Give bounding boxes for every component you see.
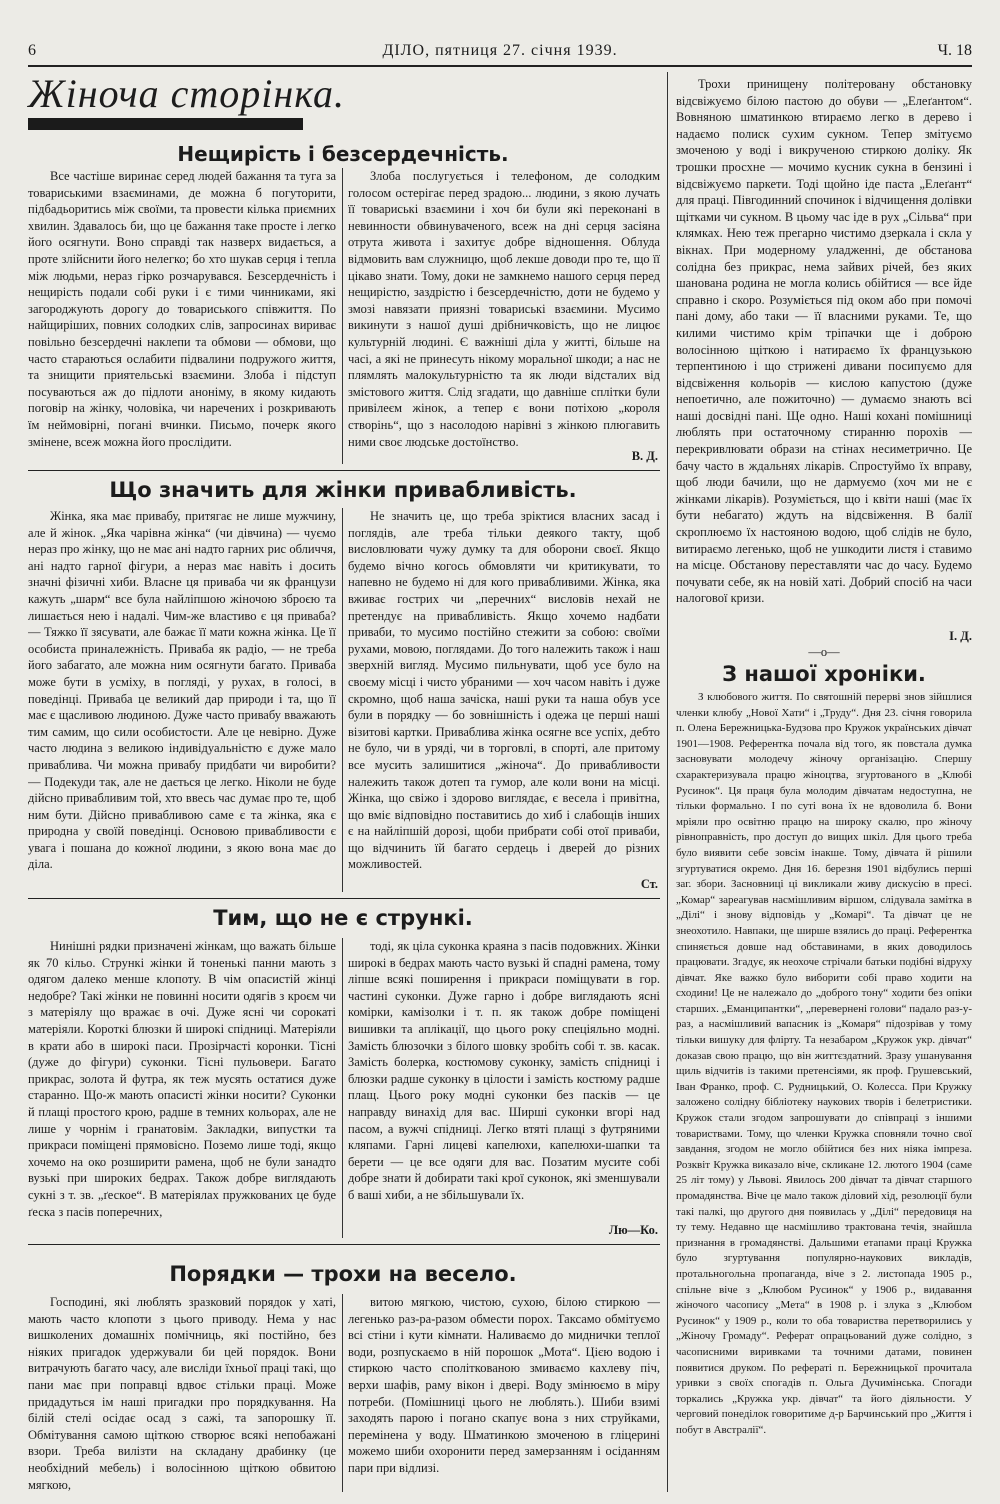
article4-title: Порядки — трохи на весело. [169, 1262, 517, 1286]
section-title: Жіноча сторінка. [28, 71, 345, 116]
article4-col2-text: витою мягкою, чистою, сухою, білою стиркою — легенько раз-ра-разом обмести порох. Таксамо обмітуємо всі стіни і кути кімнати. Наливаємо до миднички теплої води, розпускаємо в ній порошок „Мота“. Цією водою і стиркою часто споліткованою змиваємо кахлеву піч, верхи шафів, раму вікон і двері. Воду змінюємо в міру потреби. (Помішниці цього не люблять.). Шиби взимі заходять парою і погано скапує вона з них струйками, перемінена у воду. Шматинкою змоченою в гліцерині можемо шиби охоронити перед замерзанням і осіданням пари при відлизі. [348, 1295, 660, 1475]
article2-title: Що значить для жінки привабливість. [109, 478, 577, 502]
header-rule [28, 65, 972, 67]
article4-signature: І. Д. [949, 629, 972, 643]
article4-col1-text: Господині, які люблять зразковий порядок у хаті, мають часто клопоти з цього приводу. Нема у нас вишколених домашніх помічниць, які постійно, без ніяких пригадок удержували би цей порядок. Вони витрачують багато часу, але висліди їхньої праці такі, що пани має при поправці вдвоє стільки праці. Може придадуться ім наші пригадки про порядкування. На білій стелі осідає осад з сажі, та запорошку її. Обмітування самою щіткою створює всякі непобажані взори. Треба вилізти на складану драбинку (це необхідний мебель) і волосінною щіткою обвитою мягкою, [28, 1295, 336, 1492]
article3-col1-text: Нинішні рядки призначені жінкам, що важать більше як 70 кільо. Стрункі жінки й тоненькі панни мають з одягом далеко менше клопоту. В чім опасистій жінці недобре? Такі жінки не повинні носити одягів з кроєм чи з матеріялу що вражає в очі. Дуже ясні чи сорокаті матеріяли. Короткі блюзки й широкі спідниці. Матеріяли в крати або в широкі паси. Прозірчасті коронки. Тісні (дуже до фігури) суконки. Тісні пульовери. Багато прикрас, золота й футра, як теж мусять остатися дуже старанно. Що-ж мають опасисті жінки носити? Суконки й плащі простого крою, радше в темних кольорах, але не лише у чорнім і гранатовім. Закладки, випустки та прикраси поміщені прямовісно. Поземо лише тоді, якщо хочемо на око розширити рамена, щоб не були занадто вузькі при широких бедрах. Також добре виглядають сукні з т. зв. „ґеское“. В матеріялах пружкованих це буде ґеска з пасів поперечних, [28, 939, 336, 1219]
article2-divider [342, 508, 343, 892]
article3-col2 [348, 938, 660, 1220]
article2-rule [28, 898, 660, 899]
article1-title: Нещирість і безсердечність. [177, 142, 509, 166]
section-title-bar [28, 118, 303, 130]
article3-col2-text: тоді, як ціла суконка краяна з пасів подовжних. Жінки широкі в бедрах мають часто вузькі й спадні рамена, тому ліпше всякі поширення і прикраси поміщувати в гор. частині суконки. Дуже гарно і добре виглядають ясні комірки, камізолки і т. п. як також добре поміщені вишивки та аплікації, що цього року спеціяльно модні. Замість блюзочки з білого шовку зробіть собі т. зв. касак. Замість болерка, костюмову суконку, замість спідниці і блюзки радше суконку в цілости і замість костюму радше плащ. Цього року модні суконки без пасків — це направду винахід для вас. Ширші суконки вгорі над пасом, а вужчі спідниці. Легко втяті плащі з футряними кляпами. Гарні лицеві капелюхи, капелюхи-шапки та берети — це все одяги для вас. Позатим мусите собі добре знати й добирати такі крої суконок, які зменшували б ваші хиби, а не збільшували їх. [348, 939, 660, 1202]
article3-title: Тим, що не є стрункі. [213, 906, 473, 930]
article2-col2-text: Не значить це, що треба зріктися власних засад і поглядів, але треба тільки деякого такту, щоб висловлювати чужу думку та для оборони своєї. Якщо будемо вічно когось обмовляти чи критикувати, то напевно не будемо ні для кого привабливими. Жінка, яка вживає гострих чи „перечних“ висловів нехай не претендує на привабливість. Якщо хочемо надбати приваби, то мусимо постійно стежити за собою: своїми рухами, мовою, поглядами. До того належить також і наш зверхній вигляд. Мусимо пильнувати, щоб усе було на своєму місці і чисто убраними — хоч часом навіть і дуже скромно, щоб наша зачіска, наші руки та наша обув усе були в порядку — бо зовнішність і одежа це перші наші візитові картки. Приваблива жінка осягне все успіх, дебто не було, чи в уряді, чи в торговлі, в спорті, але притому все мусить залишитися „жіноча“. До привабливости належить також дотеп та гумор, але коли вони на місці. Жінка, що свіжо і здорово виглядає, є весела і привітна, що вміє відповідно поставитись до хиб і слабощів інших є на найліпшій дорозі, щоби прибрати собі отої приваби, що відчинить їй багато сердець і дверей до різних можливостей. [348, 509, 660, 872]
article2-col1 [28, 508, 336, 892]
article4-col3-text: Трохи принищену політеровану обстановку відсвіжуємо білою пастою до обуви — „Елеґантом“. Вовняною шматинкою втираємо легко в дерево і надаємо полиск сухим сукном. Тепер змітуємо змоченою у воді і викрученою стиркою доліку. Як трошки просхне — мочимо кусник сукна в бензині і відсвіжуємо паркети. Тоді щойно іде паста „Елеґант“ для праці. Півгодинний спочинок і відчищення долівки щітками чи сукном. В цьому час іде в рух „Сільва“ при клямках. Нею теж прегарно чистимо дзеркала і скла у вікнах. При модерному уладженні, де обстанова солідна без прикрас, нема зайвих річей, без яких шанована родина не могла колись обійтися — все йде справно і скоро. Розуміється під оком або при помочі пані дому, або таки — її власними руками. Те, що килими чистимо крім тріпачки ще і доброю волосінною щіткою і натираємо їх французькою терпентиною і що стрижені дивани посипуємо для відсвіження кольорів — кислою капустою (дуже непоетично, але пожиточно) — думаємо знають всі наші досвідні пані. Ще одно. Наші кохані помішниці люблять при остаточному стиранню порохів — перекривлювати образи на стінах несиметрично. Це бачу часто в ждальнях лікарів. Спростуймо їх вправу, щоб люди бачили, що не дармуємо (хоч ми не є жінками лікарів). Розуміється, що і квіти наші (має їх бути небагато) ждуть на відсвіження. В балії скроплюємо їх настояною водою, щоб слідів не було, витираємо легенько, щоб не ушкодити листя і ставимо на місце. Обстанову переставляти час до часу. Будемо почувати себе, як на новій хаті. Добрий спосіб на часи налогової кризи. [676, 77, 972, 606]
separator-mark: —o— [808, 645, 840, 659]
page-header [28, 42, 972, 64]
article1-col2-text: Злоба послугується і телефоном, де солодким голосом остерігає перед зрадою... людини, з якою лучать її товариські взаємини і хоч би були які переконані в невинности обвинуваченого, всеж на дні серця засіяна отрута живота і захитує добре відношення. Облуда відмовить вам служницю, щоб лекше доводи про те, що її цікаво знати. Тому, доки не замкнемо нашого серця перед нещирістю, заздрістю і безсердечністю, доти не будемо у змозі навязати приязні товариські взаємини. Мусимо викинути з нашої душі дрібничковість, що не лицює культурній людині. Є важніші діла у житті, більше на часі, а які не принесуть нікому моральної шкоди; а нас не плямлять малокультурністю та як люди відсталих від змістового життя. Слід згадати, що давніше сплітки були привілеєм жінок, а тепер є вони потіхою „короля створінь“, що з насолодою нарівні з жінкою плюгавить ними своє людське достоїнство. [348, 169, 660, 448]
article1-col2 [348, 168, 660, 448]
page-number: 6 [28, 42, 36, 59]
masthead: ДІЛО, пятниця 27. січня 1939. [382, 42, 618, 59]
article3-rule [28, 1244, 660, 1245]
article4-divider [342, 1294, 343, 1492]
article4-col1 [28, 1294, 336, 1492]
article4-col2 [348, 1294, 660, 1492]
column-divider [667, 72, 668, 1492]
article4-col3 [676, 76, 972, 642]
article3-signature: Лю—Ко. [608, 1223, 658, 1237]
article5-text: З клюбового життя. По святошній перерві знов зійшлися членки клюбу „Нової Хати“ і „Труду“. Дня 23. січня говорила п. Олена Бережницька-Будзова про Кружок українських дівчат 1901—1908. Референтка почала від того, як повстала думка засновувати молодечу жіночу організацію. Спершу схарактеризувала працю жіноцтва, згуртованого в „Клюбі Русинок“. Ця праця була молодим дівчатам недоступна, не тільки формально. І по суті вона їх не вдоволила б. Вони мріяли про освітню працю на широку скалю, про жіночу рівноправність, про доступ до вищих шкіл. Для цього треба було виявити себе зовсім інакше. Тому, дівчата й рішили згуртуватися окремо. Дня 16. березня 1901 відбулись перші заг. збори. Засновниці ці викликали живу дискусію в пресі. „Комар“ зареагував насмішливим віршом, слідувала замітка в „Ділі“ і знову відповідь у „Комарі“. Та дівчат це не знеохотило. Навпаки, ще ширше взялись до праці. Референтка спиняється довше над обставинами, в яких доводилось працювати. Згадує, як неохоче стрічали батьки подібні відруху дівчат. Яке важко було виборити собі право ходити на сходини! Це не належало до „доброго тону“ ходити без опіки старших. „Еманципантки“, „перевернені голови“ падало раз-у-раз, а насмішливий вапасник із „Комаря“ підозрівав у тому тільки вишуку для флірту. Та незабаром „Кружок укр. дівчат“ доказав свою працю, що він життєздатний. Зразу ушанування щиль відчитів із такими претенсіями, як проф. Грушевський, Іван Франко, проф. С. Рудницький, О. Колесса. При Кружку заложено солідну бібліотеку наукових творів і белетристики. Кружок стали згодом запрошувати до співпраці з іншими товариствами. Тому, що членки Кружка сповняли точно свої завдання, згодом не могло обійтися без них ніяка імпреза. Розквіт Кружка виказало віче, скликане 12. лютого 1904 (саме 25 літ тому) у Львові. Явилось 200 дівчат та дівчат старшого промадянства. Віче це мало також діловий хід, резолюції були такі палкі, що другого дня появилась у „Ділі“ передовиця на ту тему. Недавно ще насмішливо трактована течія, знайшла признання в громадянстві. Дальшими етапами праці Кружка було згуртування популярно-наукових викладів, протальногольна пропаганда, віче з 2. листопада 1905 р., спільне віче з „Клюбом Русинок“ у 1906 р., видавання жіночого часопису „Мета“ в 1908 р. і злука з „Клюбом Русинок“ у 1909 р., коли то оба товариства перетворились у „Жіночу Громаду“. Реферат опрацьований дуже солідно, з часописними виривками та точними датами, повинен появитися друком. По рефераті п. Бережницької прочитала уривки з своїх спогадів п. Ольга Дучимінська. Спогади торкались „Кружка укр. дівчат“ та його діяльности. У черговий понеділок говоритиме д-р Барчинський про „Життя і побут в Австралії“. [676, 691, 972, 1436]
article1-rule [28, 470, 660, 471]
article3-divider [342, 938, 343, 1238]
article2-signature: Ст. [640, 877, 658, 891]
article5-text-block [676, 690, 972, 1494]
article5-title: З нашої хроніки. [722, 662, 926, 686]
article2-col2 [348, 508, 660, 874]
article2-col1-text: Жінка, яка має привабу, притягає не лише мужчину, але й жінок. „Яка чарівна жінка“ (чи дівчина) — чуємо нераз про жінку, що не має ані надто гарних рис обличчя, ані надто гарної фігури, а нераз має навіть і досить значні фізичні хиби. Власне ця приваба чи як французи кажуть „шарм“ все була найліпшою жіночою зброєю та лишається нею і надалі. Чим-же властиво є ця приваба? — Тяжко її зясувати, але бажає її мати кожна жінка. Це її особиста приналежність. Приваба як радіо, — не треба його забагато, але можна ним осягнути багато. Приваба може бути в усміху, в погляді, у рухах, в голосі, в поведінці. Приваба це великий дар природи і та, що її має є щасливою людиною. Дуже часто привабу вважають тим самим, що сили особистости. Але це невірно. Дуже часто людина з великою індивідуальністю є дуже мало приваблива. Чи можна привабу придбати чи виробити? — Подекуди так, але не дається це легко. Ніколи не буде дійсно привабливим той, хто ввесь час думає про те, щоб ним бути. Дійсно привабливою саме є та жінка, яка є природна у своїй поведінці. Основою привабливости є увага і пошана до кожної людини, з якою вона має до діла. [28, 509, 336, 872]
article3-col1 [28, 938, 336, 1238]
article1-col1 [28, 168, 336, 464]
article1-divider [342, 168, 343, 464]
issue-number: Ч. 18 [937, 42, 972, 59]
article1-signature: В. Д. [631, 449, 658, 463]
article1-col1-text: Все частіше виринає серед людей бажання та туга за товариськими взаєминами, де можна б погуторити, підбадьоритись між своїми, та провести кілька приємних хвилин. Здавалось би, що це бажання таке просте і легко його осягнути. Воно справді так назверх видається, а проте злійснити його нелегко; бо хто шукав серця і тепла між людьми, нераз гірко розчарувався. Безсердечність і нещирість подали собі руки і є тими чинниками, які загороджують дорогу до товариського співжиття. По найщиріших, повних солодких слів, запросинах вириває повільно безсердечні наклепи та обмови — обмови, що часто стараються ослабити підвалини подружого життя, та знищити приятельські взаємини. Злоба і підступ посуваються аж до підлоти аноніму, в якому кидають поговір на жінку, чоловіка, чи наречених і розкривають їм неймовірні, погані вчинки. Письмо, почерк якого змінене, всеж можна його прослідити. [28, 169, 336, 449]
